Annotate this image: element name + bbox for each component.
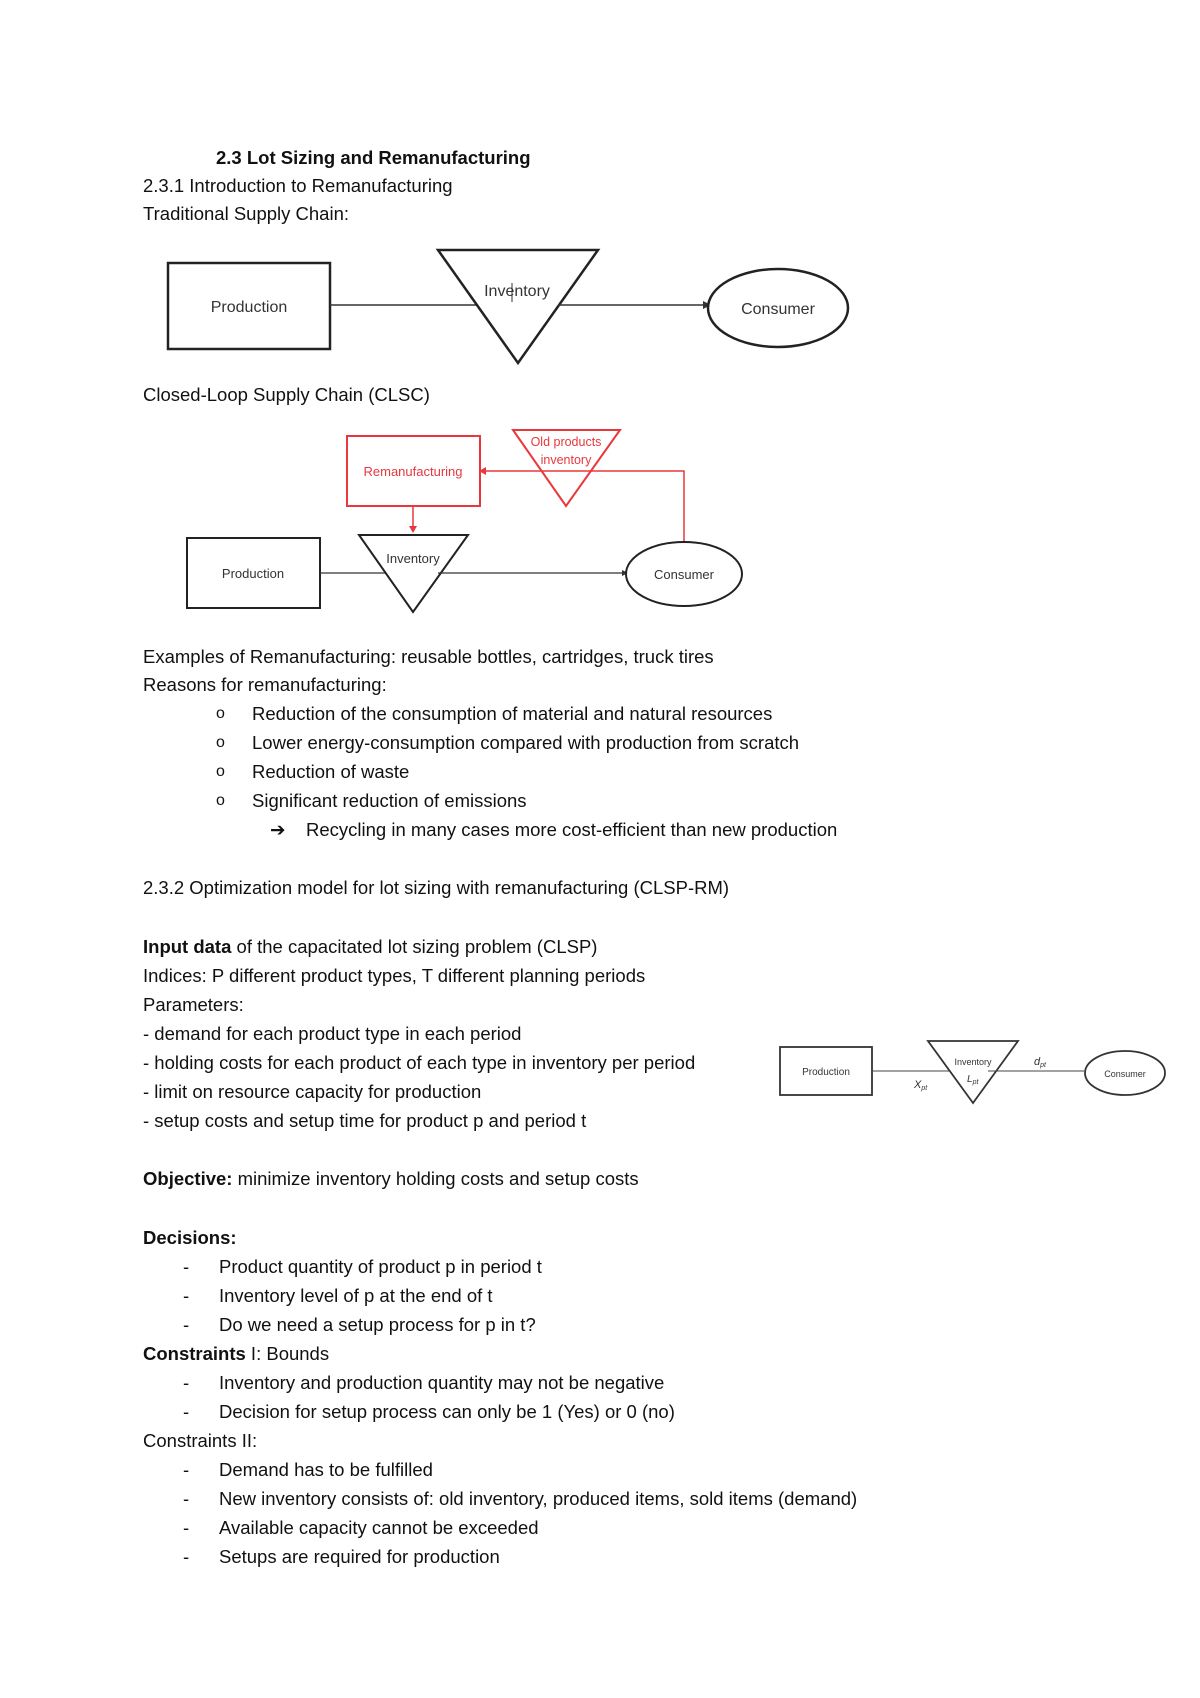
section-heading: [216, 146, 531, 170]
consumer-label-2: Consumer: [654, 567, 714, 582]
parameter-item: - holding costs for each product of each type in inventory per period: [143, 1052, 696, 1073]
inventory-label: Inventory: [484, 283, 550, 300]
bullet-dash: -: [183, 1314, 190, 1335]
consumer-label: Consumer: [741, 301, 815, 318]
line-consumer-to-old-inventory: [598, 471, 684, 542]
remanufacturing-label: Remanufacturing: [363, 464, 463, 479]
bullet-dash: -: [183, 1372, 190, 1393]
traditional-supply-chain-label: Traditional Supply Chain:: [143, 203, 350, 224]
constraint-text: Decision for setup process can only be 1 (Yes) or 0 (no): [219, 1401, 675, 1422]
subsection-1-title: 2.3.1 Introduction to Remanufacturing: [143, 175, 453, 196]
parameter-item: - demand for each product type in each period: [143, 1023, 522, 1044]
old-products-label-line1: Old products: [530, 435, 602, 449]
section-title: Lot Sizing and Remanufacturing: [246, 147, 531, 168]
inventory-label-3: Inventory: [954, 1057, 992, 1067]
subsection-2-title: 2.3.2 Optimization model for lot sizing with remanufacturing (CLSP-RM): [143, 877, 730, 898]
inventory-triangle: [438, 250, 598, 363]
decisions-label: Decisions:: [143, 1227, 237, 1248]
decision-text: Product quantity of product p in period t: [219, 1256, 542, 1277]
reason-text: Reduction of the consumption of material and natural resources: [252, 703, 773, 724]
constraints-2-label: Constraints II:: [143, 1430, 258, 1451]
inventory-label-2: Inventory: [386, 551, 440, 566]
closed-loop-supply-chain-diagram: [180, 420, 760, 620]
section-number: 2.3: [216, 147, 242, 168]
indices-text: Indices: P different product types, T different planning periods: [143, 965, 646, 986]
decision-text: Inventory level of p at the end of t: [219, 1285, 493, 1306]
l-variable-label: $L_{pt}$: [967, 1074, 979, 1086]
bullet-dash: -: [183, 1401, 190, 1422]
conclusion-text: Recycling in many cases more cost-efficient than new production: [306, 819, 838, 840]
bullet-dash: -: [183, 1488, 190, 1509]
production-label: Production: [210, 299, 288, 316]
reason-text: Reduction of waste: [252, 761, 410, 782]
objective-line: [143, 1167, 639, 1191]
input-data-label: Input data: [143, 936, 232, 957]
bullet-circle: o: [216, 705, 225, 722]
inventory-triangle-3: [928, 1041, 1018, 1103]
bullet-dash: -: [183, 1256, 190, 1277]
old-products-label-line2: inventory: [540, 453, 592, 467]
clsc-label: Closed-Loop Supply Chain (CLSC): [143, 384, 430, 405]
constraints-1-line: [143, 1342, 329, 1366]
arrow-icon: ➔: [270, 819, 286, 840]
bullet-dash: -: [183, 1517, 190, 1538]
constraints-1-text: I: Bounds: [245, 1343, 330, 1364]
objective-label: Objective:: [143, 1168, 233, 1189]
bullet-dash: -: [183, 1459, 190, 1480]
clsp-diagram: [772, 1035, 1182, 1115]
reason-text: Significant reduction of emissions: [252, 790, 527, 811]
constraint-text: Setups are required for production: [219, 1546, 500, 1567]
d-variable-label: dpt: [1034, 1056, 1046, 1069]
bullet-circle: o: [216, 792, 225, 809]
input-data-text: of the capacitated lot sizing problem (CLSP): [231, 936, 598, 957]
constraint-text: New inventory consists of: old inventory, produced items, sold items (demand): [219, 1488, 858, 1509]
examples-text: Examples of Remanufacturing: reusable bottles, cartridges, truck tires: [143, 646, 714, 667]
bullet-circle: o: [216, 734, 225, 751]
objective-text: minimize inventory holding costs and setup costs: [232, 1168, 639, 1189]
constraint-text: Demand has to be fulfilled: [219, 1459, 433, 1480]
input-data-line: [143, 935, 597, 959]
traditional-supply-chain-diagram: [160, 245, 860, 370]
bullet-dash: -: [183, 1285, 190, 1306]
parameter-item: - limit on resource capacity for production: [143, 1081, 482, 1102]
x-variable-label: Xpt: [914, 1079, 928, 1092]
constraints-1-label: Constraints: [143, 1343, 246, 1364]
constraint-text: Inventory and production quantity may not be negative: [219, 1372, 665, 1393]
parameters-label: Parameters:: [143, 994, 244, 1015]
bullet-circle: o: [216, 763, 225, 780]
decision-text: Do we need a setup process for p in t?: [219, 1314, 536, 1335]
parameter-item: - setup costs and setup time for product p and period t: [143, 1110, 587, 1131]
production-label-3: Production: [802, 1067, 850, 1078]
production-label-2: Production: [221, 566, 285, 581]
reasons-label: Reasons for remanufacturing:: [143, 674, 387, 695]
consumer-label-3: Consumer: [1104, 1069, 1146, 1079]
reason-text: Lower energy-consumption compared with production from scratch: [252, 732, 800, 753]
bullet-dash: -: [183, 1546, 190, 1567]
constraint-text: Available capacity cannot be exceeded: [219, 1517, 539, 1538]
